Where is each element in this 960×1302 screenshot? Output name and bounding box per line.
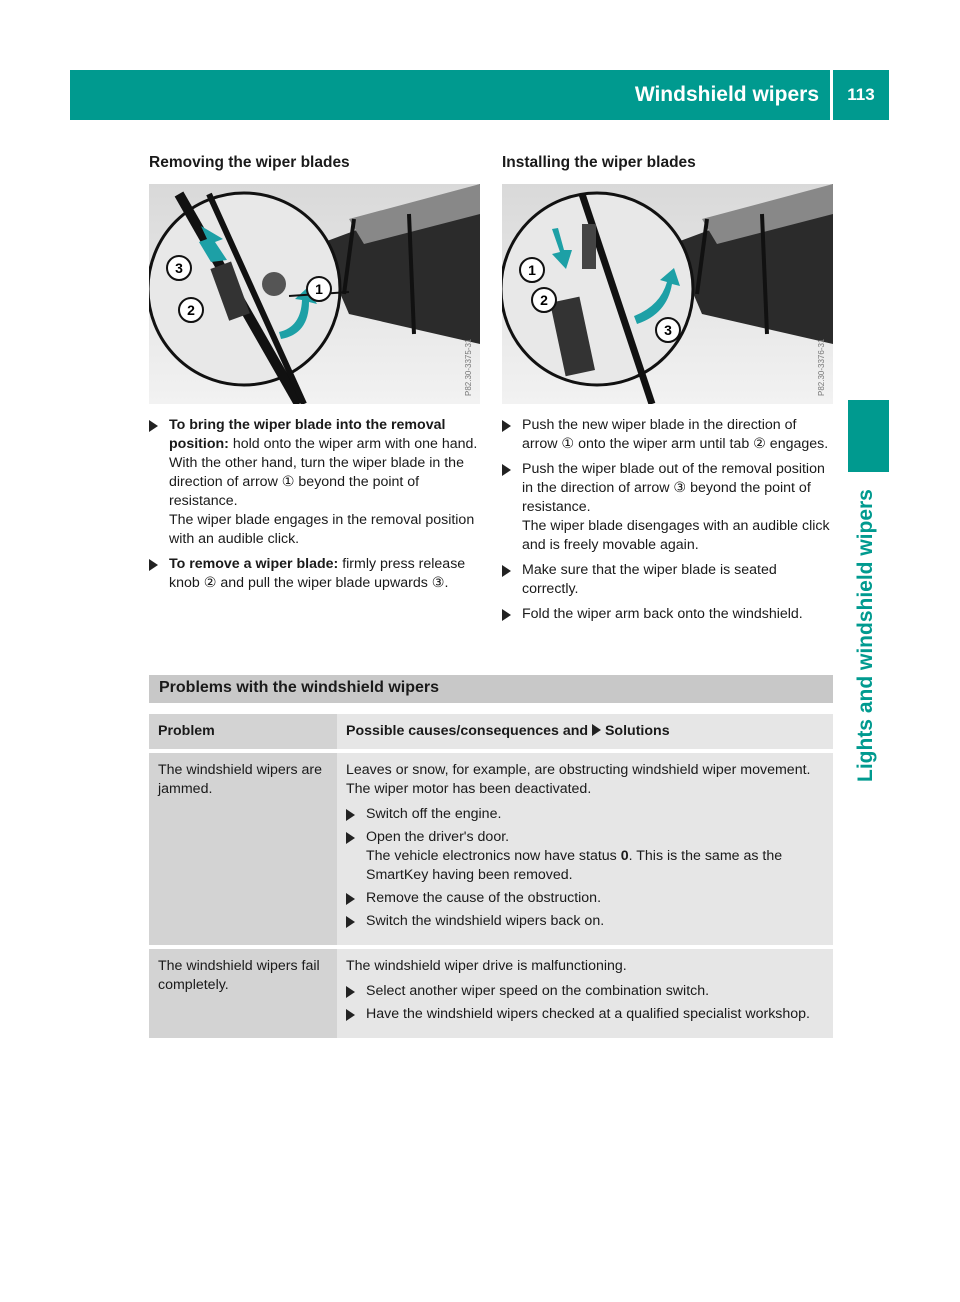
arrow-icon (149, 559, 158, 571)
svg-text:3: 3 (664, 322, 672, 338)
problems-section-title: Problems with the windshield wipers (149, 675, 833, 703)
header-title: Windshield wipers (634, 83, 819, 106)
removing-illustration (149, 184, 480, 404)
svg-text:2: 2 (540, 292, 548, 308)
list-item: Push the new wiper blade in the direction of arrow ① onto the wiper arm until tab ② engages. (502, 416, 835, 454)
svg-text:3: 3 (175, 260, 183, 276)
arrow-icon (346, 809, 355, 821)
arrow-icon (502, 464, 511, 476)
figure-code: P82.30-3375-31 (464, 338, 473, 396)
installing-heading: Installing the wiper blades (502, 154, 696, 171)
removing-steps (149, 416, 484, 599)
arrow-icon (346, 832, 355, 844)
arrow-icon (592, 724, 601, 736)
problem-cell: The windshield wipers fail completely. (149, 949, 337, 1038)
arrow-icon (346, 893, 355, 905)
svg-text:2: 2 (187, 302, 195, 318)
list-item: Push the wiper blade out of the removal position in the direction of arrow ③ beyond the point of resistance. The wiper blade disengages with an audible click and is freely movable again. (502, 460, 835, 555)
svg-text:1: 1 (315, 281, 323, 297)
arrow-icon (502, 565, 511, 577)
side-tab-marker (848, 400, 889, 472)
side-tab-label: Lights and windshield wipers (854, 489, 877, 782)
list-item: Open the driver's door. The vehicle electronics now have status 0. This is the same as the SmartKey having been removed. (346, 828, 824, 885)
table-row (149, 949, 833, 1038)
page-number: 113 (847, 85, 875, 104)
installing-illustration (502, 184, 833, 404)
arrow-icon (346, 916, 355, 928)
list-item: Have the windshield wipers checked at a qualified specialist workshop. (346, 1005, 824, 1024)
figure-code: P82.30-3376-31 (817, 338, 826, 396)
list-item: Fold the wiper arm back onto the windshield. (502, 605, 835, 624)
table-header-row (149, 714, 833, 749)
list-item: To bring the wiper blade into the removal position: hold onto the wiper arm with one hand. With the other hand, turn the wiper blade in the direction of arrow ① beyond the point of resistance. The wiper blade engages in the removal position with an audible click. (149, 416, 484, 549)
page-header (70, 70, 889, 120)
problem-cell: The windshield wipers are jammed. (149, 753, 337, 945)
solution-cell: Leaves or snow, for example, are obstructing windshield wiper movement. The wiper motor has been deactivated. Switch off the engine. Open the driver's door. The vehicle electronics now have status 0. This is the same as the SmartKey having been removed. Remove the cause of the obstruction. Switch the windshield wipers back on. (337, 753, 833, 945)
svg-text:1: 1 (528, 262, 536, 278)
removing-heading: Removing the wiper blades (149, 154, 350, 171)
list-item: Switch off the engine. (346, 805, 824, 824)
list-item: Make sure that the wiper blade is seated correctly. (502, 561, 835, 599)
table-row (149, 753, 833, 945)
problems-table (149, 710, 833, 1042)
arrow-icon (502, 609, 511, 621)
solution-cell: The windshield wiper drive is malfunctioning. Select another wiper speed on the combination switch. Have the windshield wipers checked at a qualified specialist workshop. (337, 949, 833, 1038)
header-solutions: Possible causes/consequences and Solutions (337, 714, 833, 749)
list-item: To remove a wiper blade: firmly press release knob ② and pull the wiper blade upwards ③. (149, 555, 484, 593)
arrow-icon (502, 420, 511, 432)
arrow-icon (149, 420, 158, 432)
arrow-icon (346, 1009, 355, 1021)
arrow-icon (346, 986, 355, 998)
list-item: Select another wiper speed on the combination switch. (346, 982, 824, 1001)
list-item: Remove the cause of the obstruction. (346, 889, 824, 908)
list-item: Switch the windshield wipers back on. (346, 912, 824, 931)
header-problem: Problem (149, 714, 337, 749)
installing-steps (502, 416, 835, 630)
